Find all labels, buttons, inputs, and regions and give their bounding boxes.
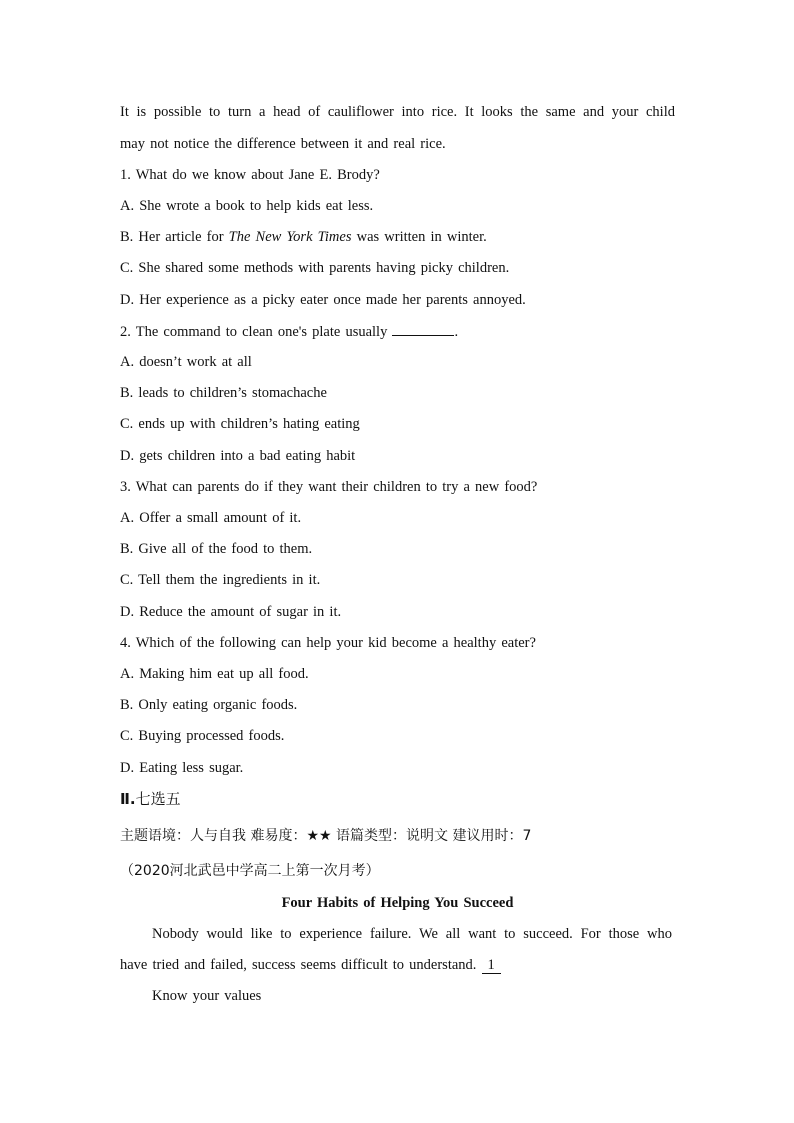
answer-option: A. doesn’t work at all — [120, 354, 252, 370]
numbered-blank: 1 — [482, 957, 501, 974]
answer-option: B. Only eating organic foods. — [120, 697, 298, 713]
passage-title: Four Habits of Helping You Succeed — [281, 895, 514, 911]
stem-text: . — [454, 324, 459, 340]
passage-line: It is possible to turn a head of cauliflower into rice. It looks the same and your child — [120, 104, 675, 120]
question-stem — [120, 321, 675, 342]
answer-option: D. gets children into a bad eating habit — [120, 448, 356, 464]
section-numeral: Ⅱ. — [120, 790, 136, 808]
answer-option: C. ends up with children’s hating eating — [120, 416, 360, 432]
answer-option: A. She wrote a book to help kids eat less. — [120, 198, 374, 214]
answer-option: B. leads to children’s stomachache — [120, 385, 327, 401]
answer-option — [120, 227, 675, 247]
answer-option: B. Give all of the food to them. — [120, 541, 313, 557]
passage-line: Nobody would like to experience failure. We all want to succeed. For those who — [152, 926, 672, 942]
answer-option: A. Offer a small amount of it. — [120, 510, 302, 526]
answer-option: D. Her experience as a picky eater once made her parents annoyed. — [120, 292, 526, 308]
subheading: Know your values — [152, 988, 262, 1004]
answer-option: C. She shared some methods with parents having picky children. — [120, 260, 510, 276]
passage-text: have tried and failed, success seems difficult to understand. — [120, 957, 477, 973]
question-stem: 4. Which of the following can help your kid become a healthy eater? — [120, 635, 536, 651]
newspaper-name: The New York Times — [228, 229, 352, 245]
question-stem: 1. What do we know about Jane E. Brody? — [120, 167, 380, 183]
stem-text: 2. The command to clean one's plate usually — [120, 324, 393, 340]
question-stem: 3. What can parents do if they want their children to try a new food? — [120, 479, 538, 495]
answer-option: D. Eating less sugar. — [120, 760, 244, 776]
answer-option: A. Making him eat up all food. — [120, 666, 309, 682]
section-title: 七选五 — [135, 790, 181, 808]
answer-blank — [392, 321, 454, 336]
section-heading — [120, 789, 675, 809]
option-text: B. Her article for — [120, 229, 229, 245]
context-line: 主题语境：人与自我 难易度：★★ 语篇类型：说明文 建议用时：7 — [120, 828, 532, 844]
answer-option: C. Tell them the ingredients in it. — [120, 572, 321, 588]
answer-option: C. Buying processed foods. — [120, 728, 285, 744]
source-line: （2020河北武邑中学高二上第一次月考） — [120, 863, 380, 879]
passage-line — [120, 955, 675, 975]
answer-option: D. Reduce the amount of sugar in it. — [120, 604, 342, 620]
option-text: was written in winter. — [351, 229, 487, 245]
passage-line: may not notice the difference between it and real rice. — [120, 136, 446, 152]
